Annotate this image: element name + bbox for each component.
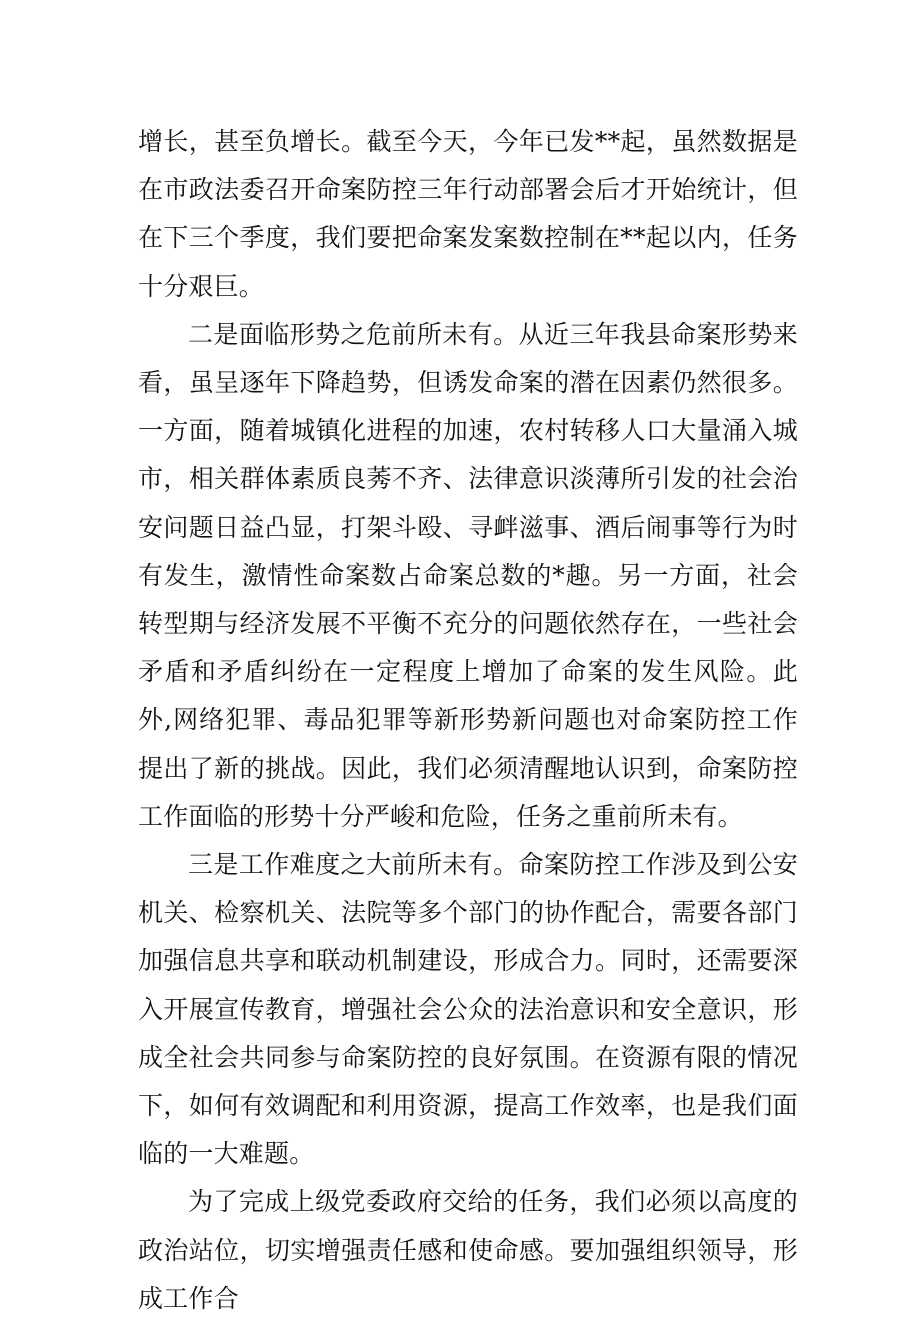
paragraph-continuation: 增长，甚至负增长。截至今天，今年已发**起，虽然数据是在市政法委召开命案防控三年行动部署会后才开始统计，但在下三个季度，我们要把命案发案数控制在**起以内，任务十分艰巨。 [138,127,798,301]
paragraph-situation-risk: 二是面临形势之危前所未有。从近三年我县命案形势来看，虽呈逐年下降趋势，但诱发命案的潜在因素仍然很多。一方面，随着城镇化进程的加速，农村转移人口大量涌入城市，相关群体素质良莠不齐、法律意识淡薄所引发的社会治安问题日益凸显，打架斗殴、寻衅滋事、酒后闹事等行为时有发生，激情性命案数占命案总数的*趣。另一方面，社会转型期与经济发展不平衡不充分的问题依然存在，一些社会矛盾和矛盾纠纷在一定程度上增加了命案的发生风险。此外,网络犯罪、毒品犯罪等新形势新问题也对命案防控工作提出了新的挑战。因此，我们必须清醒地认识到，命案防控工作面临的形势十分严峻和危险，任务之重前所未有。 [138,319,798,831]
paragraph-task-completion: 为了完成上级党委政府交给的任务，我们必须以高度的政治站位，切实增强责任感和使命感。要加强组织领导，形成工作合 [138,1187,798,1313]
paragraph-work-difficulty: 三是工作难度之大前所未有。命案防控工作涉及到公安机关、检察机关、法院等多个部门的协作配合，需要各部门加强信息共享和联动机制建设，形成合力。同时，还需要深入开展宣传教育，增强社会公众的法治意识和安全意识，形成全社会共同参与命案防控的良好氛围。在资源有限的情况下，如何有效调配和利用资源，提高工作效率，也是我们面临的一大难题。 [138,850,798,1169]
document-body [138,118,798,1323]
